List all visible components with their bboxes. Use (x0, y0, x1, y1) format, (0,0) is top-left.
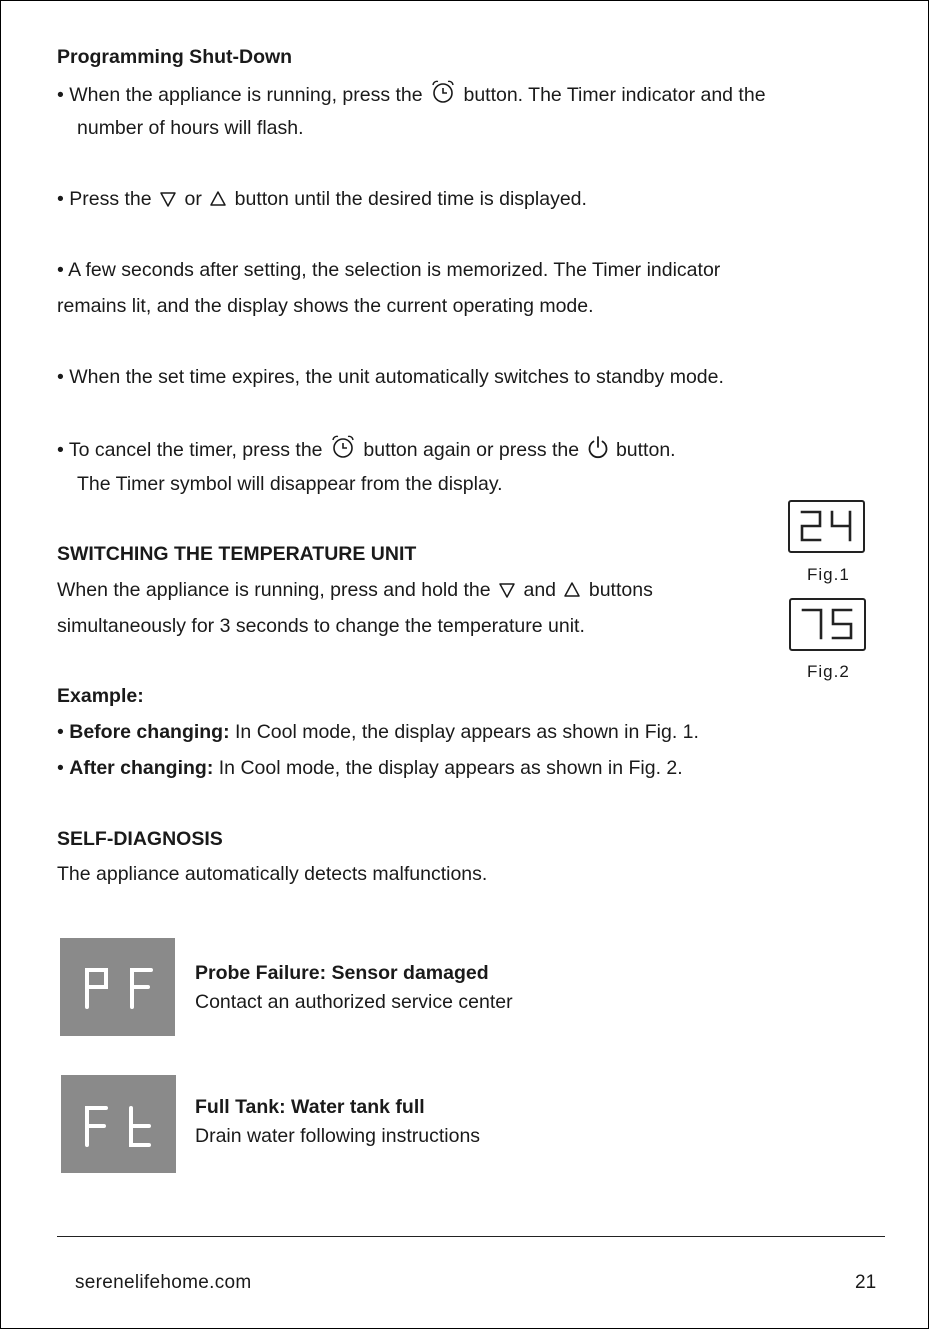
bullet-2-text-pre: • Press the (57, 188, 152, 210)
ft-segment-code (61, 1075, 176, 1173)
timer-icon (330, 435, 356, 459)
bullet-5-text-pre: • To cancel the timer, press the (57, 439, 323, 461)
bullet-2-text-post: button until the desired time is displayed. (234, 188, 587, 210)
example-after (57, 756, 683, 780)
temp-line-1-and: and (523, 579, 557, 601)
programming-heading: Programming Shut-Down (57, 46, 293, 68)
temp-line-1-post: buttons (588, 579, 653, 601)
down-arrow-icon (498, 581, 516, 599)
timer-icon (430, 80, 456, 104)
example-after-text: In Cool mode, the display appears as shown in Fig. 2. (218, 757, 683, 779)
error-ft-action: Drain water following instructions (195, 1125, 481, 1147)
programming-bullet-5-continuation: The Timer symbol will disappear from the display. (77, 473, 503, 495)
temperature-unit-line-1 (57, 578, 653, 602)
bullet-1-text-pre: • When the appliance is running, press the (57, 84, 423, 106)
temperature-unit-heading: SWITCHING THE TEMPERATURE UNIT (57, 543, 417, 565)
example-heading: Example: (57, 685, 144, 707)
page-number: 21 (855, 1272, 877, 1293)
down-arrow-icon (159, 190, 177, 208)
example-after-label: After changing: (69, 757, 214, 779)
programming-bullet-3-line-2: remains lit, and the display shows the current operating mode. (57, 295, 594, 317)
fig2-display (789, 598, 866, 651)
footer-website: serenelifehome.com (75, 1272, 252, 1293)
programming-bullet-1 (57, 80, 766, 107)
programming-bullet-3-line-1: • A few seconds after setting, the selection is memorized. The Timer indicator (57, 259, 721, 281)
programming-bullet-2 (57, 187, 587, 211)
self-diagnosis-heading: SELF-DIAGNOSIS (57, 828, 223, 850)
fig2-caption: Fig.2 (807, 662, 850, 681)
pf-segment-code (60, 938, 175, 1036)
example-before-label: Before changing: (69, 721, 230, 743)
programming-bullet-4: • When the set time expires, the unit automatically switches to standby mode. (57, 366, 724, 388)
example-before-text: In Cool mode, the display appears as shown in Fig. 1. (235, 721, 699, 743)
bullet-5-text-post: button. (615, 439, 676, 461)
example-bullet: • (57, 721, 64, 743)
self-diagnosis-intro: The appliance automatically detects malfunctions. (57, 863, 488, 885)
bullet-5-text-mid: button again or press the (363, 439, 580, 461)
fig1-segment-digits (790, 502, 863, 551)
fig2-segment-digits (791, 600, 864, 649)
error-display-ft (61, 1075, 176, 1173)
up-arrow-icon (209, 190, 227, 208)
programming-bullet-1-continuation: number of hours will flash. (77, 117, 304, 139)
power-icon (587, 435, 609, 459)
error-ft-title: Full Tank: Water tank full (195, 1096, 425, 1118)
bullet-2-or: or (184, 188, 202, 210)
fig1-caption: Fig.1 (807, 565, 850, 584)
programming-bullet-5 (57, 435, 676, 462)
example-bullet: • (57, 757, 64, 779)
footer-divider (57, 1236, 885, 1237)
bullet-1-text-post: button. The Timer indicator and the (463, 84, 766, 106)
error-pf-action: Contact an authorized service center (195, 991, 513, 1013)
error-display-pf (60, 938, 175, 1036)
example-before (57, 720, 699, 744)
up-arrow-icon (563, 581, 581, 599)
temperature-unit-line-2: simultaneously for 3 seconds to change the temperature unit. (57, 615, 585, 637)
temp-line-1-pre: When the appliance is running, press and hold the (57, 579, 491, 601)
fig1-display (788, 500, 865, 553)
error-pf-title: Probe Failure: Sensor damaged (195, 962, 489, 984)
